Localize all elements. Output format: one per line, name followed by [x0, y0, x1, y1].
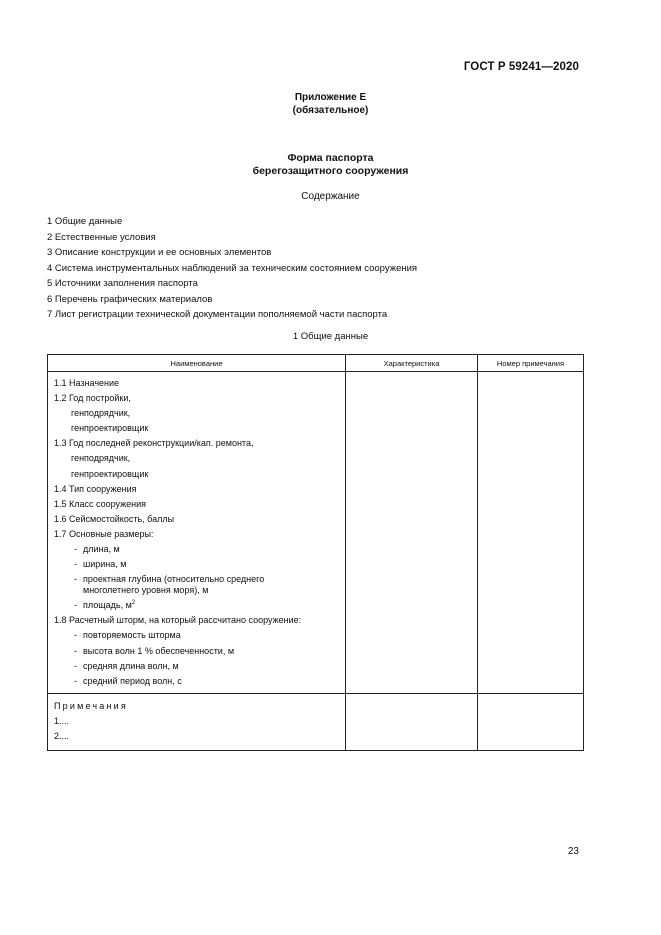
table-row-label: 1.6 Сейсмостойкость, баллы — [54, 513, 175, 524]
document-code: ГОСТ Р 59241—2020 — [463, 61, 579, 73]
characteristic-cell — [346, 372, 478, 694]
superscript: 2 — [131, 600, 136, 607]
toc-item: 4 Система инструментальных наблюдений за техническим состоянием сооружения — [47, 262, 418, 274]
table-row-label: ширина, м — [83, 559, 127, 570]
storm-item — [54, 659, 339, 674]
toc-item: 2 Естественные условия — [47, 231, 156, 243]
column-header-note-number: Номер примечания — [478, 355, 584, 372]
table-row-label: проектная глубина (относительно среднего многолетнего уровня моря), м — [83, 574, 265, 596]
table-body-row — [48, 372, 584, 694]
form-title-line-2: берегозащитного сооружения — [252, 165, 409, 177]
notes-title: Примечания — [54, 700, 128, 711]
table-row-label: генпроектировщик — [71, 423, 149, 434]
toc-item: 7 Лист регистрации технической документации пополняемой части паспорта — [47, 309, 388, 320]
table-of-contents — [47, 214, 417, 323]
name-cell — [48, 372, 346, 694]
note-item: 2.... — [54, 730, 70, 741]
notes-cell — [48, 693, 346, 750]
notes-characteristic-cell — [346, 693, 478, 750]
table-header-row — [48, 355, 584, 372]
notes-number-cell — [478, 693, 584, 750]
toc-heading: Содержание — [301, 191, 360, 202]
dimension-item — [54, 572, 339, 598]
dash-marker: - — [74, 600, 77, 611]
page-number: 23 — [567, 846, 579, 857]
table-row-label: средний период волн, с — [83, 675, 182, 686]
storm-item — [54, 628, 339, 643]
dimension-item — [54, 542, 339, 557]
toc-item: 5 Источники заполнения паспорта — [47, 278, 198, 289]
appendix-heading — [0, 92, 661, 117]
appendix-title: Приложение Е — [294, 92, 367, 103]
dash-marker: - — [74, 645, 77, 656]
table-row-label: 1.4 Тип сооружения — [54, 483, 137, 494]
table-row-label: 1.3 Год последней реконструкции/кап. ремонта, — [54, 438, 254, 449]
column-header-name: Наименование — [48, 355, 346, 372]
appendix-status: (обязательное) — [292, 104, 369, 116]
table-row-label: длина, м — [83, 544, 120, 555]
table-row-label: площадь, м — [83, 600, 132, 611]
table-row-label: 1.8 Расчетный шторм, на который рассчитано сооружение: — [54, 615, 302, 626]
dash-marker: - — [74, 574, 77, 585]
table-row-label: повторяемость шторма — [83, 630, 181, 641]
storm-item — [54, 674, 339, 689]
storm-item — [54, 644, 339, 659]
dimension-item — [54, 557, 339, 572]
notes-row — [48, 693, 584, 750]
table-row-label: генпроектировщик — [71, 468, 149, 479]
dimension-item — [54, 598, 339, 613]
table-row-label: 1.1 Назначение — [54, 378, 120, 388]
form-title-line-1: Форма паспорта — [287, 152, 374, 164]
table-row-label: 1.2 Год постройки, — [54, 393, 131, 404]
column-header-characteristic: Характеристика — [346, 355, 478, 372]
note-number-cell — [478, 372, 584, 694]
toc-item: 1 Общие данные — [47, 216, 123, 227]
toc-item: 3 Описание конструкции и ее основных элементов — [47, 247, 272, 258]
form-title — [0, 152, 661, 178]
dash-marker: - — [74, 559, 77, 570]
table-row-label: высота волн 1 % обеспеченности, м — [83, 645, 235, 656]
table-row-label: генподрядчик, — [71, 408, 131, 419]
table-row-label: 1.7 Основные размеры: — [54, 528, 154, 539]
dash-marker: - — [74, 675, 77, 686]
table-row-label: генподрядчик, — [71, 453, 131, 464]
table-row-label: 1.5 Класс сооружения — [54, 498, 147, 509]
dash-marker: - — [74, 630, 77, 641]
note-item: 1.... — [54, 715, 70, 726]
dash-marker: - — [74, 660, 77, 671]
table-row-label: средняя длина волн, м — [83, 660, 179, 671]
general-data-table — [47, 354, 584, 751]
dash-marker: - — [74, 544, 77, 555]
section-title: 1 Общие данные — [292, 331, 369, 342]
toc-item: 6 Перечень графических материалов — [47, 293, 213, 305]
